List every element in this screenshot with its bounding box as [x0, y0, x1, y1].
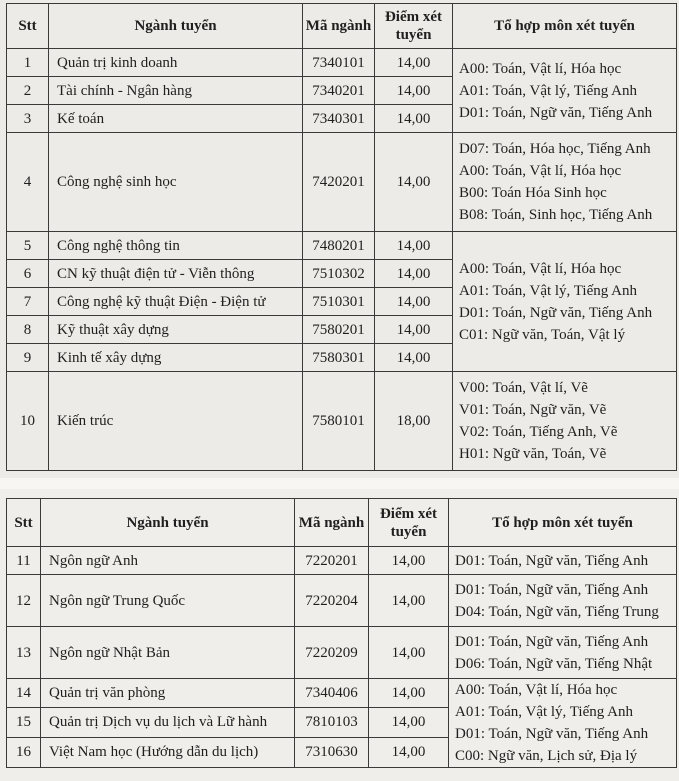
- combo-line: C00: Ngữ văn, Lịch sử, Địa lý: [455, 748, 638, 764]
- header-combo: Tổ hợp môn xét tuyển: [449, 499, 677, 547]
- cell-major: Kinh tế xây dựng: [49, 344, 303, 372]
- header-major: Ngành tuyển: [49, 4, 303, 49]
- cell-score: 14,00: [375, 344, 453, 372]
- cell-stt: 5: [7, 232, 49, 260]
- cell-stt: 14: [7, 679, 41, 708]
- cell-combo: [449, 547, 677, 575]
- cell-score: 14,00: [375, 77, 453, 105]
- combo-line: A01: Toán, Vật lý, Tiếng Anh: [459, 82, 638, 99]
- header-score: Điểm xét tuyển: [369, 499, 449, 547]
- cell-major: Công nghệ kỹ thuật Điện - Điện tử: [49, 288, 303, 316]
- cell-stt: 16: [7, 737, 41, 767]
- cell-score: 14,00: [375, 105, 453, 133]
- table-header-row: [7, 499, 677, 547]
- table-row: [7, 133, 677, 232]
- cell-stt: 6: [7, 260, 49, 288]
- cell-code: 7810103: [295, 708, 369, 737]
- table-header-row: [7, 4, 677, 49]
- table-row: [7, 627, 677, 679]
- combo-line: A01: Toán, Vật lý, Tiếng Anh: [459, 282, 638, 299]
- combo-line: B08: Toán, Sinh học, Tiếng Anh: [459, 207, 653, 223]
- combo-line: V01: Toán, Ngữ văn, Vẽ: [459, 402, 607, 418]
- cell-stt: 3: [7, 105, 49, 133]
- cell-score: 14,00: [375, 316, 453, 344]
- combo-line: D01: Toán, Ngữ văn, Tiếng Anh: [455, 581, 649, 598]
- cell-code: 7510302: [303, 260, 375, 288]
- cell-major: Việt Nam học (Hướng dẫn du lịch): [41, 737, 295, 767]
- table-row: [7, 679, 677, 708]
- combo-line: A00: Toán, Vật lí, Hóa học: [459, 163, 622, 179]
- combo-line: D01: Toán, Ngữ văn, Tiếng Anh: [459, 304, 653, 321]
- cell-stt: 2: [7, 77, 49, 105]
- header-code: Mã ngành: [295, 499, 369, 547]
- cell-combo: [449, 575, 677, 627]
- cell-combo: [449, 627, 677, 679]
- cell-score: 14,00: [375, 260, 453, 288]
- cell-score: 14,00: [375, 232, 453, 260]
- sheet-gap: [0, 478, 679, 489]
- cell-score: 14,00: [369, 627, 449, 679]
- cell-score: 14,00: [375, 288, 453, 316]
- combo-line: B00: Toán Hóa Sinh học: [459, 185, 607, 201]
- cell-combo: [453, 232, 677, 372]
- cell-stt: 1: [7, 49, 49, 77]
- combo-line: A00: Toán, Vật lí, Hóa học: [459, 60, 622, 77]
- cell-code: 7220209: [295, 627, 369, 679]
- combo-line: H01: Ngữ văn, Toán, Vẽ: [459, 446, 607, 462]
- header-combo: Tổ hợp môn xét tuyển: [453, 4, 677, 49]
- cell-score: 14,00: [375, 133, 453, 232]
- table-row: [7, 575, 677, 627]
- cell-code: 7480201: [303, 232, 375, 260]
- cell-stt: 13: [7, 627, 41, 679]
- cell-code: 7580301: [303, 344, 375, 372]
- cell-score: 14,00: [369, 679, 449, 708]
- table-row: [7, 49, 677, 77]
- cell-score: 14,00: [375, 49, 453, 77]
- cell-major: Ngôn ngữ Nhật Bản: [41, 627, 295, 679]
- cell-code: 7220204: [295, 575, 369, 627]
- cell-stt: 10: [7, 372, 49, 471]
- combo-line: V02: Toán, Tiếng Anh, Vẽ: [459, 424, 618, 440]
- cell-major: Công nghệ sinh học: [49, 133, 303, 232]
- combo-line: V00: Toán, Vật lí, Vẽ: [459, 380, 588, 396]
- cell-stt: 8: [7, 316, 49, 344]
- table-row: [7, 547, 677, 575]
- cell-stt: 4: [7, 133, 49, 232]
- cell-code: 7580101: [303, 372, 375, 471]
- cell-stt: 9: [7, 344, 49, 372]
- header-stt: Stt: [7, 499, 41, 547]
- cell-combo: [453, 133, 677, 232]
- cell-major: Kỹ thuật xây dựng: [49, 316, 303, 344]
- cell-code: 7220201: [295, 547, 369, 575]
- cell-score: 14,00: [369, 575, 449, 627]
- cell-score: 18,00: [375, 372, 453, 471]
- cell-major: Quản trị kinh doanh: [49, 49, 303, 77]
- combo-line: D01: Toán, Ngữ văn, Tiếng Anh: [455, 726, 649, 742]
- cell-major: Kế toán: [49, 105, 303, 133]
- table-row: [7, 232, 677, 260]
- cell-major: Quản trị văn phòng: [41, 679, 295, 708]
- cell-code: 7340406: [295, 679, 369, 708]
- combo-line: D04: Toán, Ngữ văn, Tiếng Trung: [455, 603, 659, 620]
- cell-code: 7420201: [303, 133, 375, 232]
- cell-major: Ngôn ngữ Trung Quốc: [41, 575, 295, 627]
- cell-major: Quản trị Dịch vụ du lịch và Lữ hành: [41, 708, 295, 737]
- cell-code: 7340301: [303, 105, 375, 133]
- combo-line: A00: Toán, Vật lí, Hóa học: [459, 260, 622, 277]
- header-stt: Stt: [7, 4, 49, 49]
- cell-combo: [449, 679, 677, 768]
- table-row: [7, 372, 677, 471]
- cell-major: Tài chính - Ngân hàng: [49, 77, 303, 105]
- combo-line: D01: Toán, Ngữ văn, Tiếng Anh: [459, 104, 653, 121]
- combo-line: D06: Toán, Ngữ văn, Tiếng Nhật: [455, 655, 653, 672]
- cell-major: CN kỹ thuật điện tử - Viễn thông: [49, 260, 303, 288]
- admission-table-1: [6, 3, 677, 471]
- header-score: Điểm xét tuyển: [375, 4, 453, 49]
- header-major: Ngành tuyển: [41, 499, 295, 547]
- cell-combo: [453, 49, 677, 133]
- cell-combo: [453, 372, 677, 471]
- combo-line: D01: Toán, Ngữ văn, Tiếng Anh: [455, 633, 649, 650]
- cell-score: 14,00: [369, 737, 449, 767]
- combo-line: A00: Toán, Vật lí, Hóa học: [455, 682, 618, 698]
- cell-stt: 15: [7, 708, 41, 737]
- cell-code: 7510301: [303, 288, 375, 316]
- cell-major: Công nghệ thông tin: [49, 232, 303, 260]
- cell-score: 14,00: [369, 708, 449, 737]
- cell-stt: 11: [7, 547, 41, 575]
- cell-code: 7340101: [303, 49, 375, 77]
- cell-code: 7580201: [303, 316, 375, 344]
- cell-code: 7340201: [303, 77, 375, 105]
- combo-line: A01: Toán, Vật lý, Tiếng Anh: [455, 704, 634, 720]
- combo-line: D01: Toán, Ngữ văn, Tiếng Anh: [455, 552, 649, 569]
- header-code: Mã ngành: [303, 4, 375, 49]
- cell-stt: 12: [7, 575, 41, 627]
- cell-score: 14,00: [369, 547, 449, 575]
- cell-major: Ngôn ngữ Anh: [41, 547, 295, 575]
- combo-line: C01: Ngữ văn, Toán, Vật lý: [459, 326, 626, 343]
- combo-line: D07: Toán, Hóa học, Tiếng Anh: [459, 141, 651, 157]
- admission-table-2: [6, 498, 677, 768]
- cell-code: 7310630: [295, 737, 369, 767]
- cell-stt: 7: [7, 288, 49, 316]
- cell-major: Kiến trúc: [49, 372, 303, 471]
